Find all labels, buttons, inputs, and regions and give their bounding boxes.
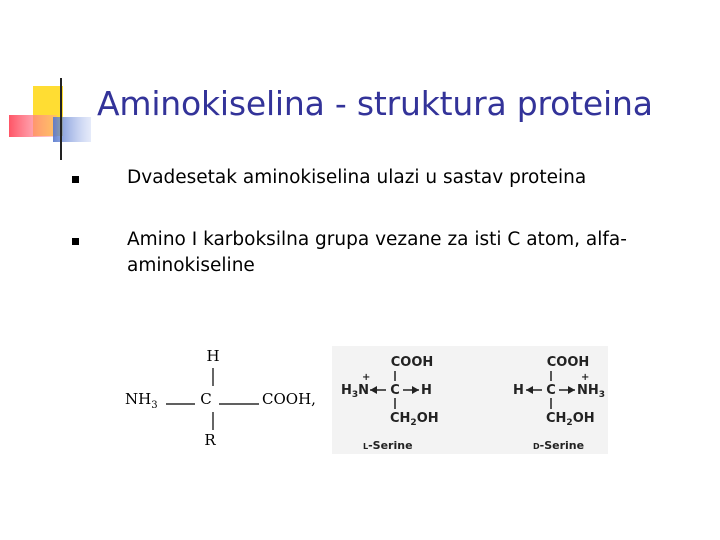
l-serine-top: COOH xyxy=(390,355,434,370)
bullet-text: Dvadesetak aminokiselina ulazi u sastav proteina xyxy=(127,167,587,188)
square-bullet-icon xyxy=(72,238,79,245)
deco-pink-bar xyxy=(9,115,57,137)
slide-title: Aminokiselina - struktura proteina xyxy=(97,84,653,123)
l-serine-right: H xyxy=(421,383,432,398)
d-serine-left: H xyxy=(513,383,524,398)
d-serine-panel xyxy=(498,346,608,454)
d-serine-center: C xyxy=(546,383,556,398)
square-bullet-icon xyxy=(72,176,79,183)
l-serine-caption: L-Serine xyxy=(363,439,413,452)
deco-blue-bar xyxy=(53,117,91,142)
l-serine-center: C xyxy=(390,383,400,398)
l-serine-bottom: $CH_2OH$ xyxy=(390,411,439,428)
formula-top-atom: H xyxy=(206,347,220,365)
formula-bottom-atom: R xyxy=(204,431,216,449)
formula-right-group: COOH, xyxy=(262,390,316,408)
formula-left-group: $NH_3$ xyxy=(125,390,158,411)
d-serine-top: COOH xyxy=(546,355,590,370)
d-serine-caption: D-Serine xyxy=(533,439,585,452)
d-serine-charge: + xyxy=(581,372,590,383)
formula-center-atom: C xyxy=(200,390,212,408)
l-serine-left: $H_3N$ xyxy=(341,383,370,400)
bullet-text: Amino I karboksilna grupa vezane za isti C atom, alfa-aminokiseline xyxy=(127,229,627,276)
l-serine-charge: + xyxy=(362,372,371,383)
d-serine-bottom: $CH_2OH$ xyxy=(546,411,595,428)
d-serine-right: $NH_3$ xyxy=(577,383,606,400)
